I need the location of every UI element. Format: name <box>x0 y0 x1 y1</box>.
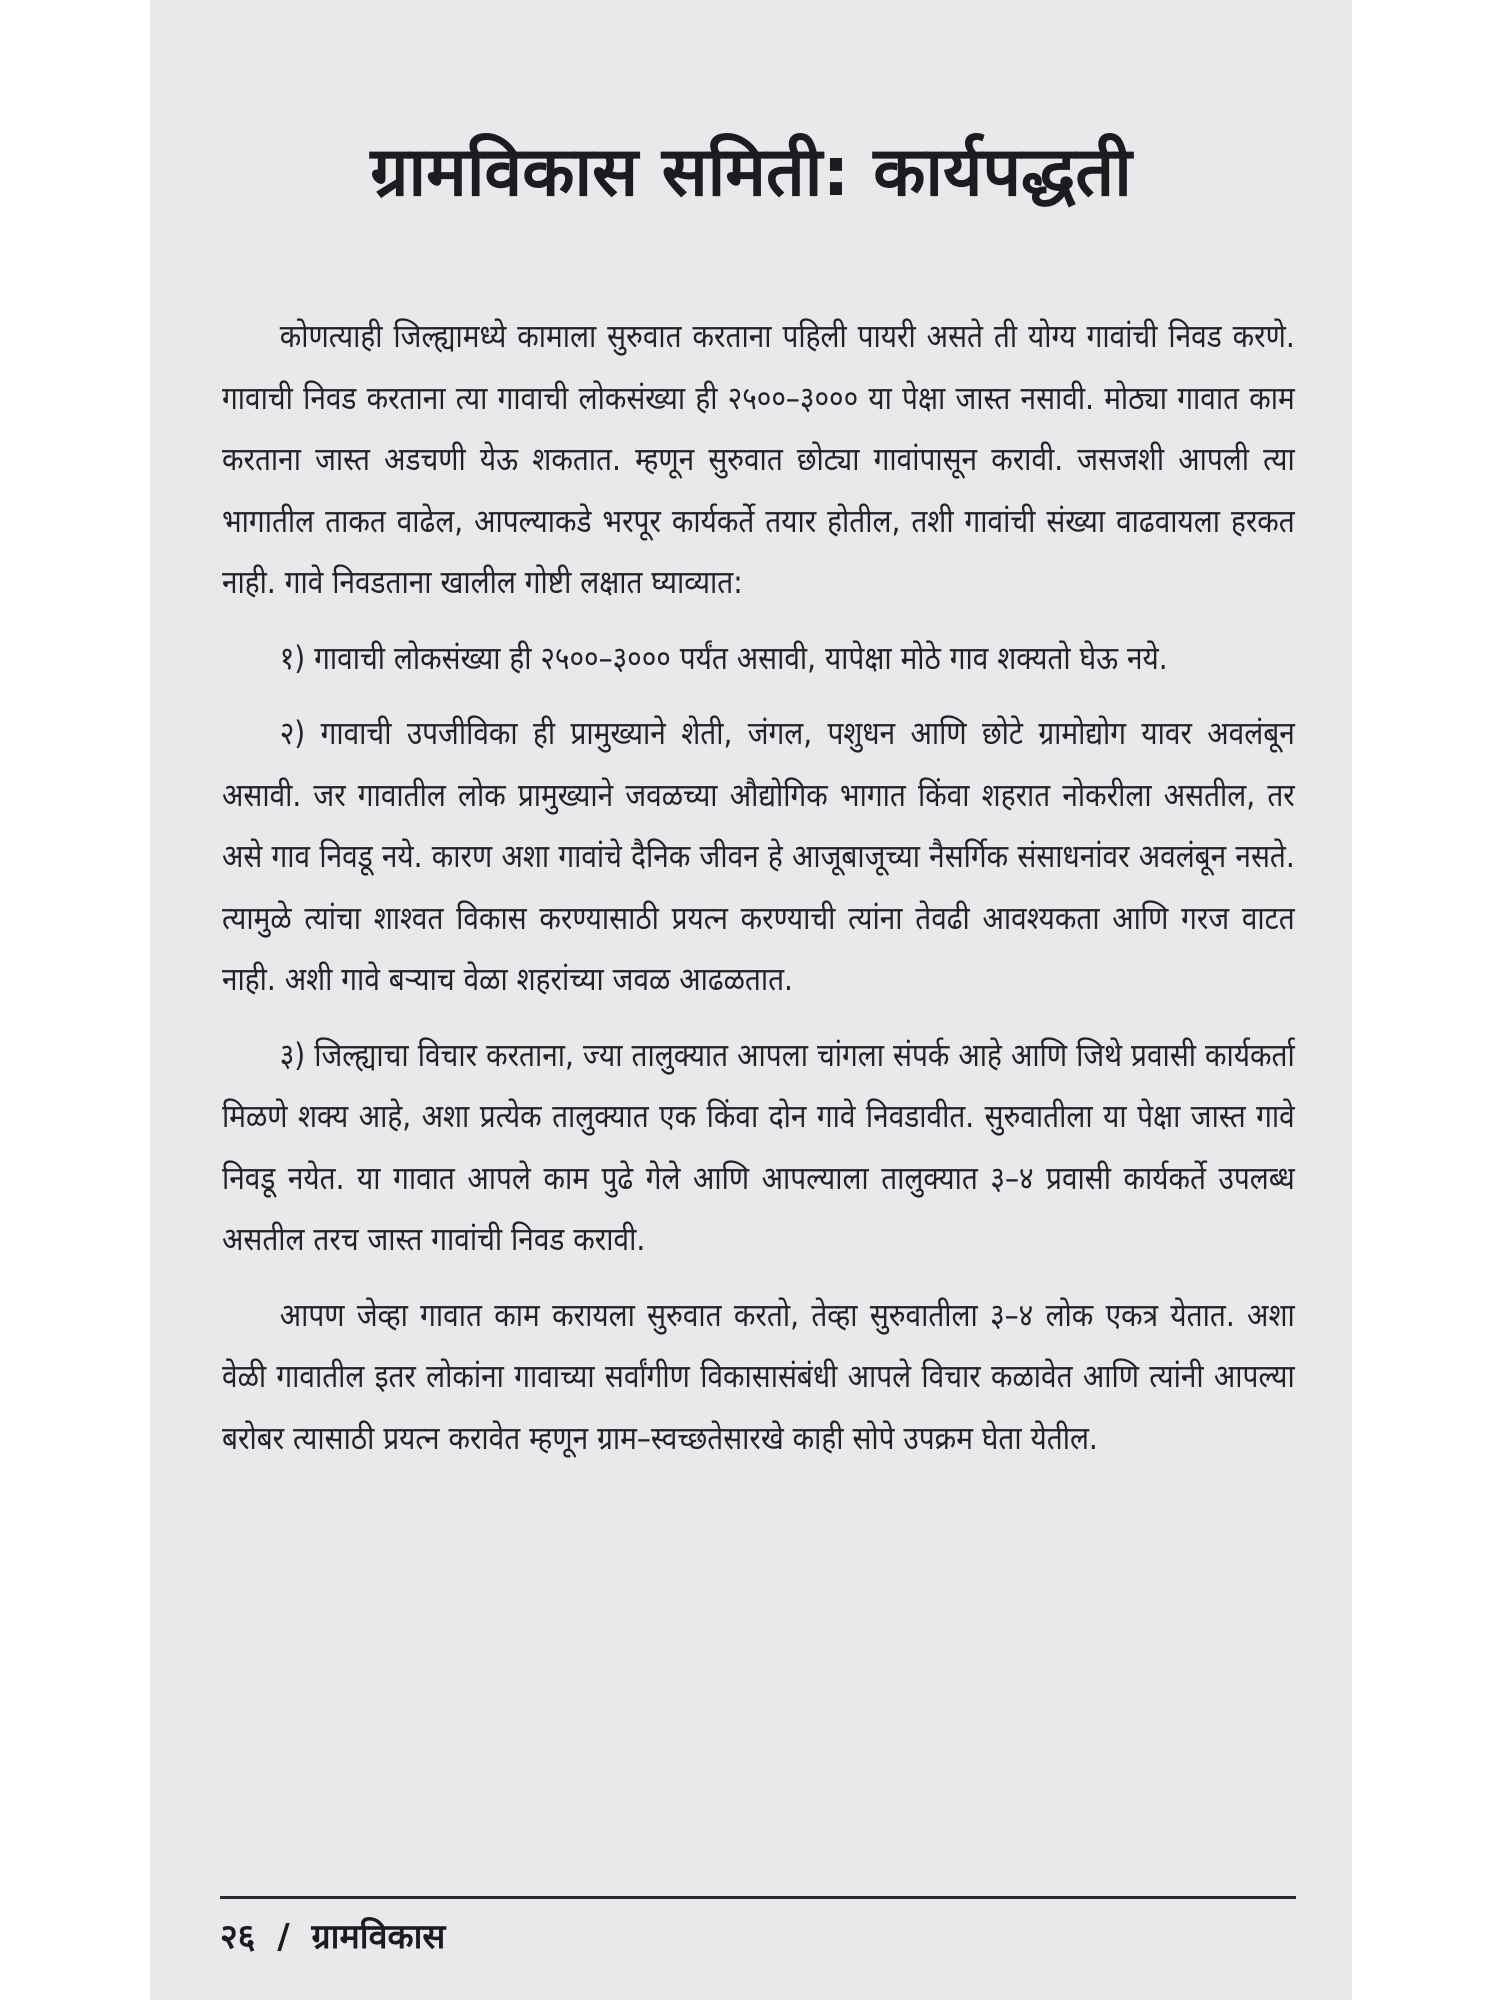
book-page <box>150 0 1352 2000</box>
footer-separator: / <box>277 1917 290 1957</box>
page-footer <box>220 1912 445 1962</box>
page-number: २६ <box>220 1917 256 1957</box>
paragraph-point-2: २) गावाची उपजीविका ही प्रामुख्याने शेती, जंगल, पशुधन आणि छोटे ग्रामोद्योग यावर अवलंबून असावी. जर गावातील लोक प्रामुख्याने जवळच्या औद्योगिक भागात किंवा शहरात नोकरीला असतील, तर असे गाव निवडू नये. कारण अशा गावांचे दैनिक जीवन हे आजूबाजूच्या नैसर्गिक संसाधनांवर अवलंबून नसते. त्यामुळे त्यांचा शाश्वत विकास करण्यासाठी प्रयत्न करण्याची त्यांना तेवढी आवश्यकता आणि गरज वाटत नाही. अशी गावे बऱ्याच वेळा शहरांच्या जवळ आढळतात. <box>222 714 1295 998</box>
running-book-title: ग्रामविकास <box>311 1917 446 1957</box>
paragraph-point-3: ३) जिल्ह्याचा विचार करताना, ज्या तालुक्यात आपला चांगला संपर्क आहे आणि जिथे प्रवासी कार्यकर्ता मिळणे शक्य आहे, अशा प्रत्येक तालुक्यात एक किंवा दोन गावे निवडावीत. सुरुवातीला या पेक्षा जास्त गावे निवडू नयेत. या गावात आपले काम पुढे गेले आणि आपल्याला तालुक्यात ३–४ प्रवासी कार्यकर्ते उपलब्ध असतील तरच जास्त गावांची निवड करावी. <box>222 1035 1295 1258</box>
body-text <box>222 306 1295 1469</box>
paragraph-intro: कोणत्याही जिल्ह्यामध्ये कामाला सुरुवात करताना पहिली पायरी असते ती योग्य गावांची निवड करणे. गावाची निवड करताना त्या गावाची लोकसंख्या ही २५००–३००० या पेक्षा जास्त नसावी. मोठ्या गावात काम करताना जास्त अडचणी येऊ शकतात. म्हणून सुरुवात छोट्या गावांपासून करावी. जसजशी आपली त्या भागातील ताकत वाढेल, आपल्याकडे भरपूर कार्यकर्ते तयार होतील, तशी गावांची संख्या वाढवायला हरकत नाही. गावे निवडताना खालील गोष्टी लक्षात घ्याव्यात: <box>222 317 1295 601</box>
paragraph-closing: आपण जेव्हा गावात काम करायला सुरुवात करतो, तेव्हा सुरुवातीला ३–४ लोक एकत्र येतात. अशा वेळी गावातील इतर लोकांना गावाच्या सर्वांगीण विकासासंबंधी आपले विचार कळावेत आणि त्यांनी आपल्या बरोबर त्यासाठी प्रयत्न करावेत म्हणून ग्राम–स्वच्छतेसारखे काही सोपे उपक्रम घेता येतील. <box>222 1295 1295 1457</box>
chapter-title: ग्रामविकास समिती: कार्यपद्धती <box>370 133 1132 212</box>
paragraph-point-1: १) गावाची लोकसंख्या ही २५००–३००० पर्यंत असावी, यापेक्षा मोठे गाव शक्यतो घेऊ नये. <box>279 638 1168 677</box>
footer-divider <box>220 1896 1296 1899</box>
